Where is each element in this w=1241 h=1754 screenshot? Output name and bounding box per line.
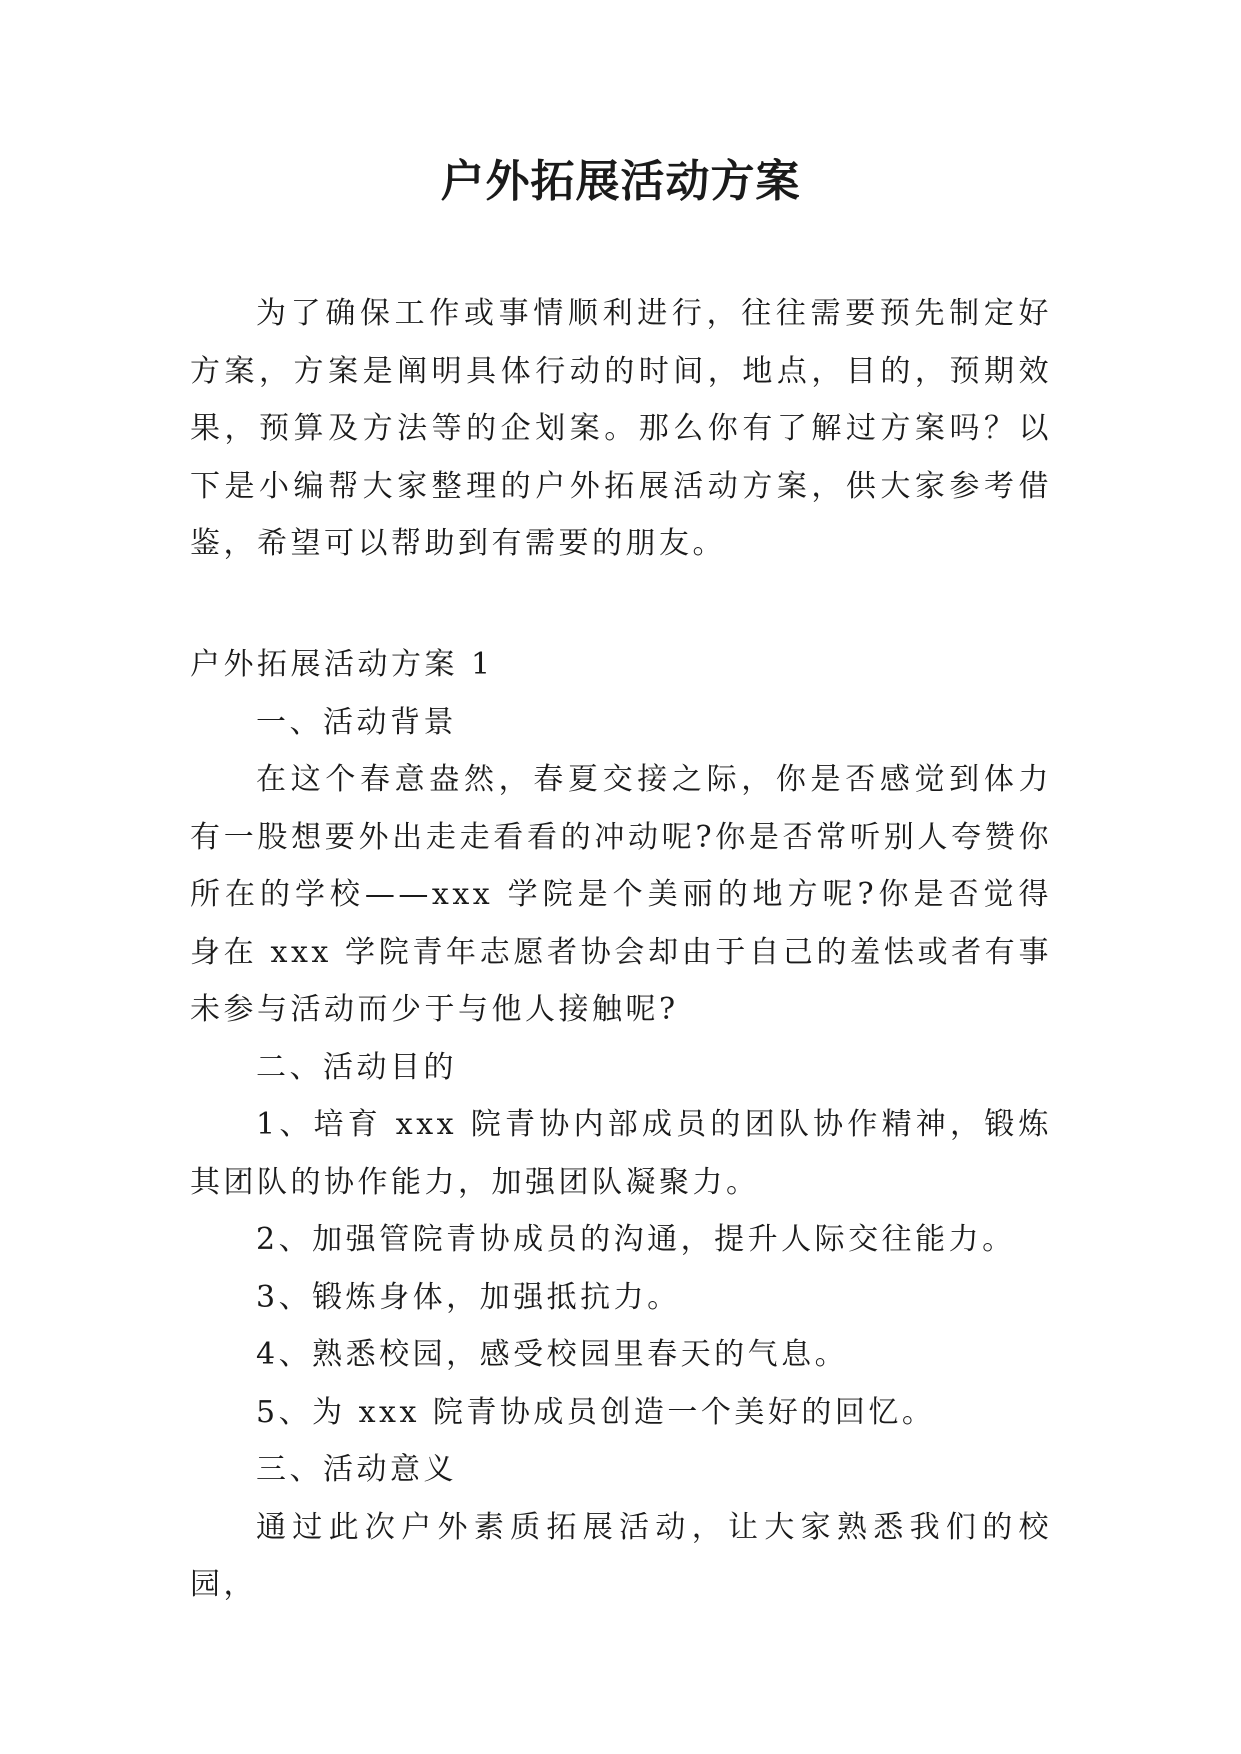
intro-paragraph: 为了确保工作或事情顺利进行，往往需要预先制定好方案，方案是阐明具体行动的时间，地点，目的，预期效果，预算及方法等的企划案。那么你有了解过方案吗？以下是小编帮大家整理的户外拓展活动方案，供大家参考借鉴，希望可以帮助到有需要的朋友。 [190,296,1052,561]
main-content [190,636,1052,1614]
background-paragraph: 在这个春意盎然，春夏交接之际，你是否感觉到体力有一股想要外出走走看看的冲动呢?你是否常听别人夸赞你所在的学校——xxx 学院是个美丽的地方呢?你是否觉得身在 xxx 学院青年志愿者协会却由于自己的羞怯或者有事未参与活动而少于与他人接触呢? [190,762,1052,1027]
intro-block [190,285,1052,573]
goal-item: 1、培育 xxx 院青协内部成员的团队协作精神，锻炼其团队的协作能力，加强团队凝聚力。 [190,1107,1052,1200]
section-heading: 户外拓展活动方案 1 [190,647,494,682]
goal-item: 4、熟悉校园，感受校园里春天的气息。 [256,1337,849,1372]
document-title: 户外拓展活动方案 [440,156,801,207]
heading-goals: 二、活动目的 [256,1049,457,1085]
meaning-paragraph: 通过此次户外素质拓展活动，让大家熟悉我们的校园， [190,1509,1052,1602]
goal-item: 3、锻炼身体，加强抵抗力。 [256,1279,681,1315]
heading-meaning: 三、活动意义 [256,1452,457,1487]
goal-item: 2、加强管院青协成员的沟通，提升人际交往能力。 [256,1222,1016,1257]
goal-item: 5、为 xxx 院青协成员创造一个美好的回忆。 [256,1394,936,1430]
heading-background: 一、活动背景 [256,704,457,740]
